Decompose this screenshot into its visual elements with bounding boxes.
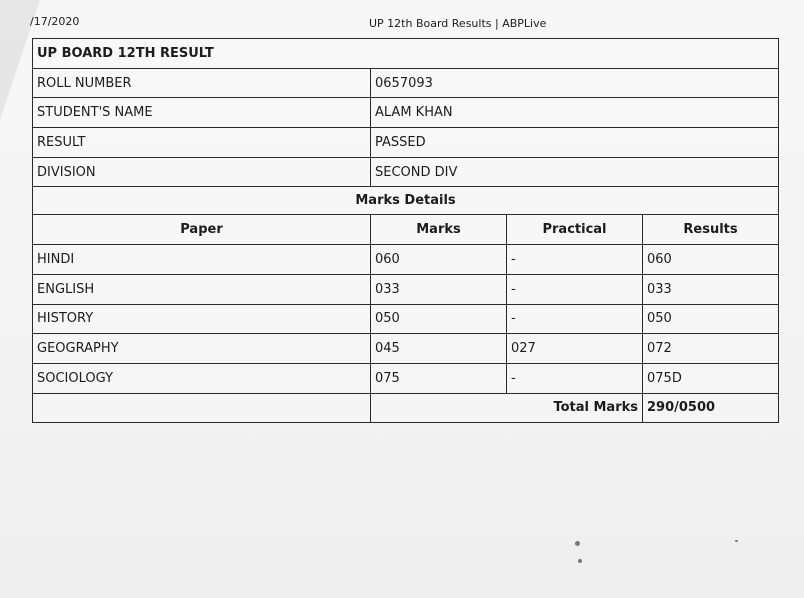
scan-speck xyxy=(735,540,738,542)
scan-speck xyxy=(578,559,582,563)
result-cell: 060 xyxy=(643,245,779,275)
result-cell: 075D xyxy=(643,363,779,393)
paper-cell: GEOGRAPHY xyxy=(33,334,371,364)
info-row-result xyxy=(33,128,779,158)
info-row-division xyxy=(33,157,779,187)
info-value: ALAM KHAN xyxy=(371,98,779,128)
column-header-practical: Practical xyxy=(507,215,643,245)
result-cell: 050 xyxy=(643,304,779,334)
column-header-results: Results xyxy=(643,215,779,245)
total-empty-cell xyxy=(33,393,371,423)
marks-heading: Marks Details xyxy=(33,187,779,215)
marks-cell: 045 xyxy=(371,334,507,364)
info-row-roll-number xyxy=(33,68,779,98)
table-row xyxy=(33,334,779,364)
total-row xyxy=(33,393,779,423)
paper-cell: HINDI xyxy=(33,245,371,275)
marks-column-header-row xyxy=(33,215,779,245)
info-value: 0657093 xyxy=(371,68,779,98)
page-title: UP 12th Board Results | ABPLive xyxy=(369,17,547,30)
print-date: /17/2020 xyxy=(30,15,80,28)
table-row xyxy=(33,363,779,393)
table-row xyxy=(33,274,779,304)
info-label: ROLL NUMBER xyxy=(33,68,371,98)
marks-cell: 075 xyxy=(371,363,507,393)
info-label: RESULT xyxy=(33,128,371,158)
info-row-student-name xyxy=(33,98,779,128)
info-value: PASSED xyxy=(371,128,779,158)
column-header-paper: Paper xyxy=(33,215,371,245)
result-heading-row xyxy=(33,39,779,69)
practical-cell: 027 xyxy=(507,334,643,364)
result-heading: UP BOARD 12TH RESULT xyxy=(33,39,779,69)
info-value: SECOND DIV xyxy=(371,157,779,187)
result-table xyxy=(32,38,779,423)
practical-cell: - xyxy=(507,363,643,393)
table-row xyxy=(33,304,779,334)
info-label: STUDENT'S NAME xyxy=(33,98,371,128)
info-label: DIVISION xyxy=(33,157,371,187)
practical-cell: - xyxy=(507,245,643,275)
marks-cell: 050 xyxy=(371,304,507,334)
marks-heading-row xyxy=(33,187,779,215)
paper-cell: HISTORY xyxy=(33,304,371,334)
table-row xyxy=(33,245,779,275)
column-header-marks: Marks xyxy=(371,215,507,245)
practical-cell: - xyxy=(507,304,643,334)
result-cell: 072 xyxy=(643,334,779,364)
scan-speck xyxy=(575,541,580,546)
paper-cell: ENGLISH xyxy=(33,274,371,304)
total-label: Total Marks xyxy=(371,393,643,423)
marks-cell: 060 xyxy=(371,245,507,275)
total-value: 290/0500 xyxy=(643,393,779,423)
result-cell: 033 xyxy=(643,274,779,304)
marks-cell: 033 xyxy=(371,274,507,304)
paper-cell: SOCIOLOGY xyxy=(33,363,371,393)
practical-cell: - xyxy=(507,274,643,304)
